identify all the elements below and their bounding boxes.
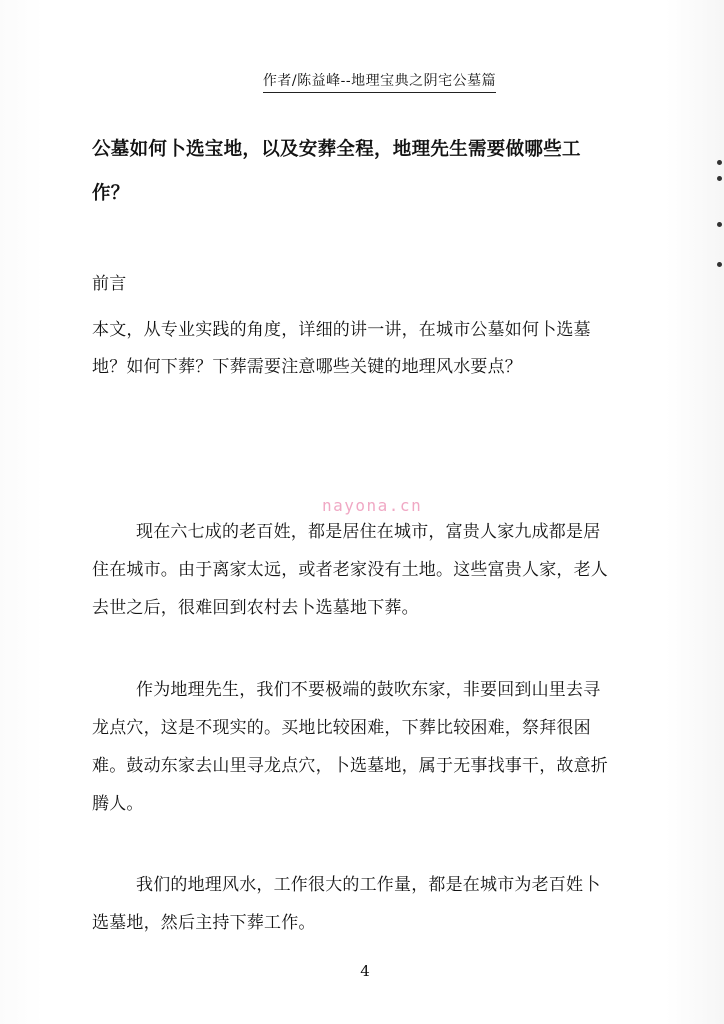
scan-dot	[717, 176, 722, 181]
page-header	[0, 70, 724, 93]
article-title: 公墓如何卜选宝地，以及安葬全程，地理先生需要做哪些工作？	[92, 139, 581, 204]
watermark: nayona.cn	[322, 496, 423, 515]
body-paragraph: 作为地理先生，我们不要极端的鼓吹东家，非要回到山里去寻龙点穴，这是不现实的。买地比较困难，下葬比较困难，祭拜很困难。鼓动东家去山里寻龙点穴，卜选墓地，属于无事找事干，故意折腾人。	[92, 680, 608, 814]
preface-body: 本文，从专业实践的角度，详细的讲一讲，在城市公墓如何卜选墓地？如何下葬？下葬需要注意哪些关键的地理风水要点？	[92, 320, 591, 377]
body-paragraph: 我们的地理风水，工作很大的工作量，都是在城市为老百姓卜选墓地，然后主持下葬工作。	[92, 875, 601, 933]
scan-dot	[717, 160, 722, 165]
header-text: 作者/陈益峰--地理宝典之阴宅公墓篇	[263, 70, 496, 93]
scan-dot	[717, 222, 722, 227]
body-paragraph: 现在六七成的老百姓，都是居住在城市，富贵人家九成都是居住在城市。由于离家太远，或者老家没有土地。这些富贵人家，老人去世之后，很难回到农村去卜选墓地下葬。	[92, 522, 608, 618]
page-number: 4	[360, 962, 370, 980]
preface-heading: 前言	[92, 274, 127, 294]
scan-dot	[717, 262, 722, 267]
